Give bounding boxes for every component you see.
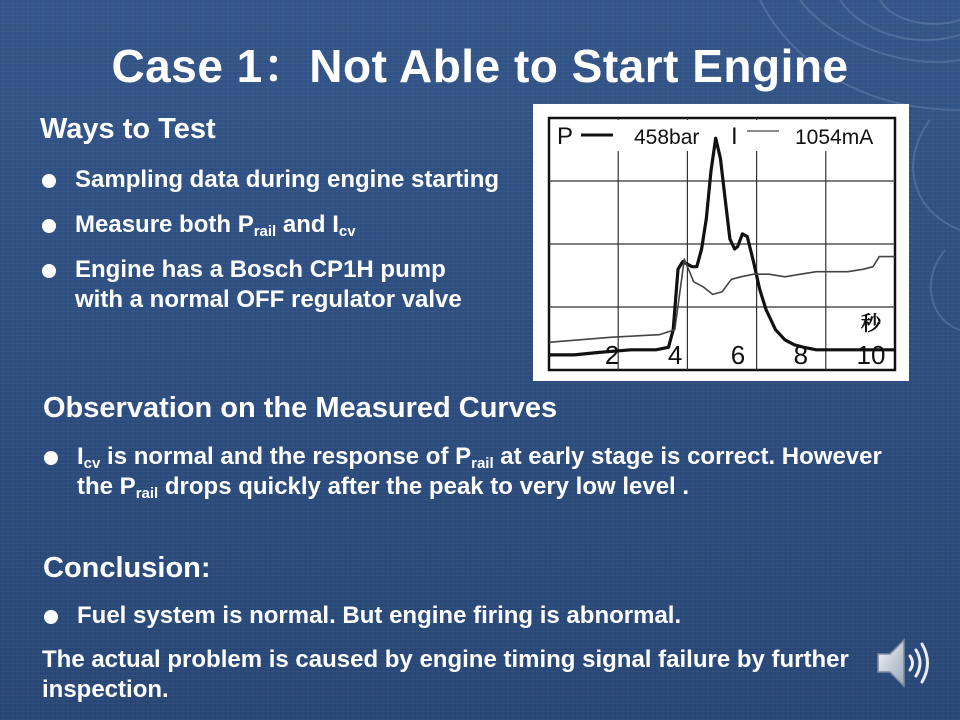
- obs-subscript-cv: cv: [83, 455, 101, 472]
- obs-text-3: at early stage is correct. However the P: [77, 443, 882, 500]
- x-tick-label: 4: [667, 340, 683, 370]
- bullet-measure: [38, 210, 523, 240]
- bullet-sampling: [38, 165, 523, 195]
- obs-subscript-rail: rail: [471, 455, 494, 472]
- speaker-icon[interactable]: [874, 632, 938, 694]
- observation-bullet: [40, 442, 910, 502]
- bullet-engine-pump-text: Engine has a Bosch CP1H pump with a normal OFF regulator valve: [75, 256, 462, 313]
- bullet-measure-text: Measure both P: [75, 211, 254, 238]
- measured-curves-chart: [533, 104, 909, 381]
- obs-subscript-rail-2: rail: [135, 485, 159, 502]
- obs-text-4: drops quickly after the peak to very low level .: [158, 473, 690, 500]
- conclusion-bullet-text: Fuel system is normal. But engine firing is abnormal.: [77, 602, 682, 629]
- legend-i-reading: 1054mA: [795, 126, 874, 149]
- chart-svg: [533, 104, 909, 381]
- bullet-sampling-text: Sampling data during engine starting: [75, 166, 500, 193]
- subscript-rail: rail: [253, 223, 277, 240]
- observation-list: [40, 442, 910, 502]
- obs-text-2: is normal and the response of P: [100, 443, 472, 470]
- slide-title: Case 1：Not Able to Start Engine: [111, 40, 849, 92]
- conclusion-bullet: [40, 601, 920, 631]
- x-tick-label: 2: [604, 340, 620, 370]
- subscript-cv: cv: [338, 223, 356, 240]
- x-tick-label: 6: [730, 340, 746, 370]
- conclusion-list: [40, 601, 920, 631]
- x-unit-label: 秒: [861, 311, 881, 335]
- legend-i-label: I: [731, 123, 738, 150]
- bullet-measure-text-mid: and I: [276, 211, 339, 238]
- legend-p-label: P: [557, 123, 574, 150]
- x-tick-label: 8: [793, 340, 809, 370]
- ways-to-test-heading: Ways to Test: [40, 113, 216, 145]
- observation-heading: Observation on the Measured Curves: [43, 392, 558, 424]
- legend-p-reading: 458bar: [634, 126, 700, 149]
- ways-to-test-list: [38, 165, 523, 315]
- conclusion-heading: Conclusion:: [43, 552, 211, 584]
- conclusion-paragraph: The actual problem is caused by engine timing signal failure by further inspection.: [42, 646, 849, 703]
- bullet-engine-pump: [38, 255, 495, 315]
- obs-text-1: I: [77, 443, 84, 470]
- x-tick-label: 10: [856, 340, 886, 370]
